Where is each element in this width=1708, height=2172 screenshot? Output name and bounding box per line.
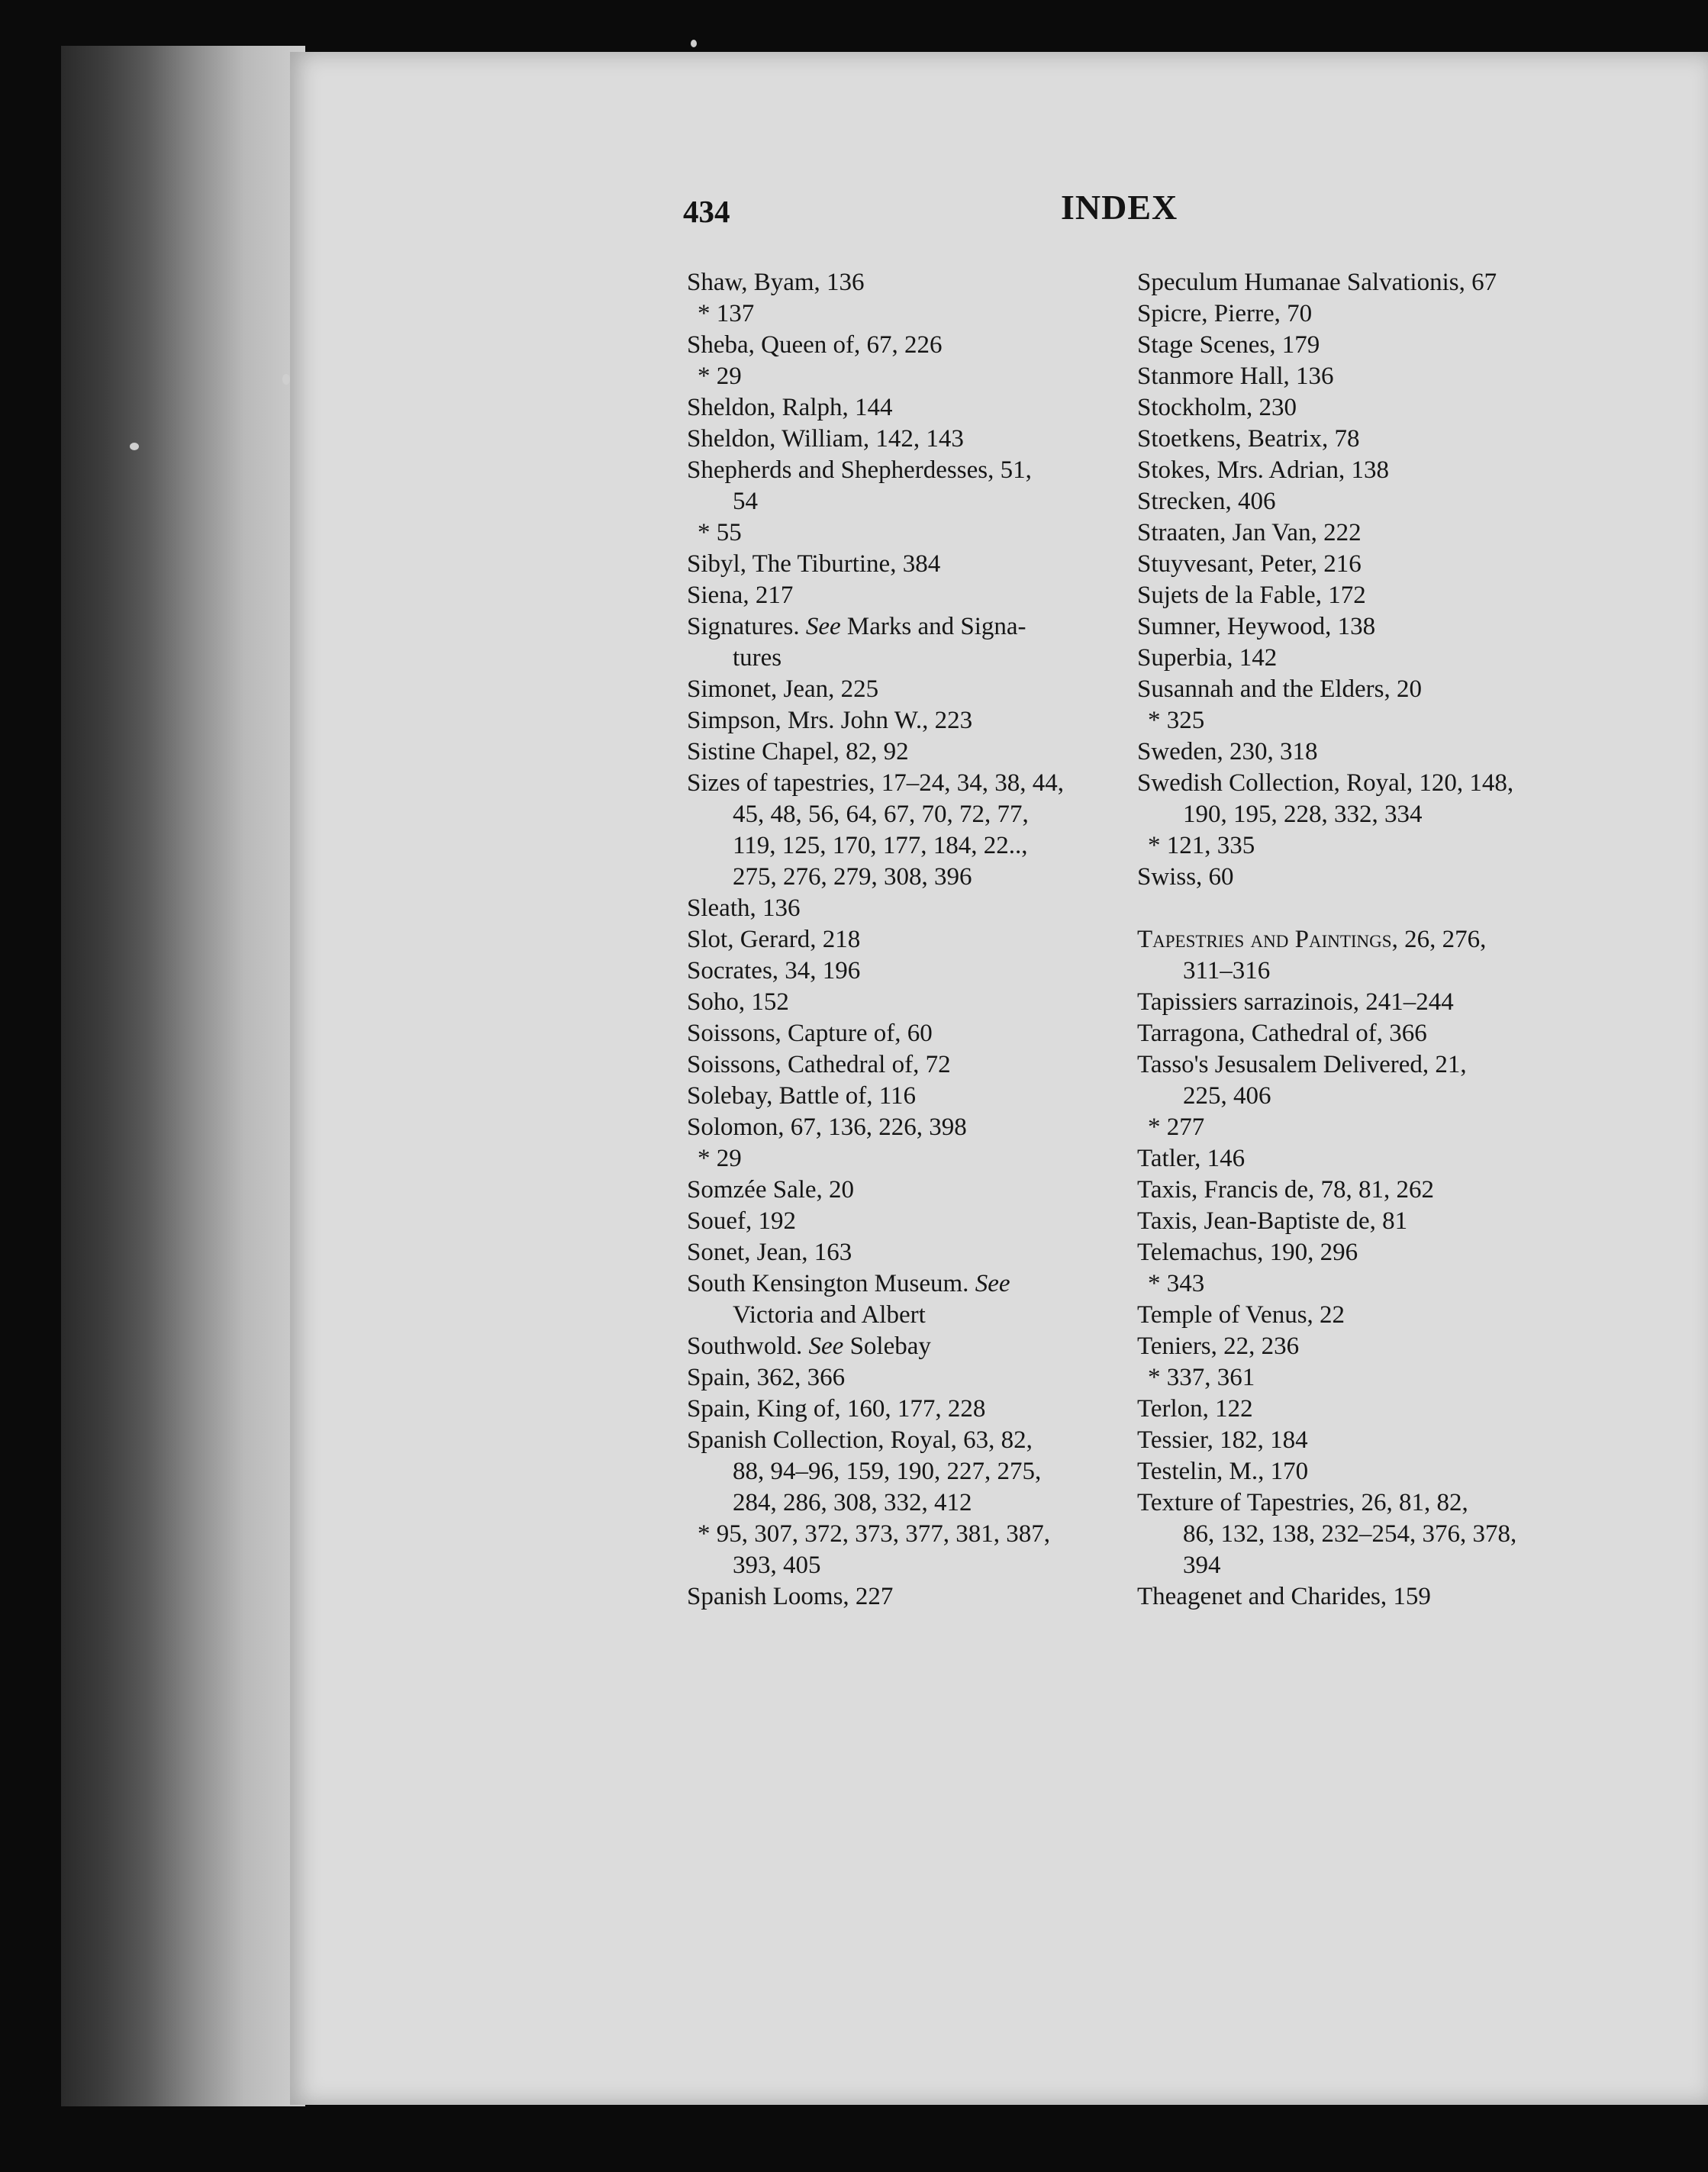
index-entry-text: Telemachus, 190, 296 xyxy=(1137,1239,1358,1266)
scan-speck xyxy=(282,374,290,385)
index-entry xyxy=(687,705,1114,736)
index-entry-text: * 29 xyxy=(698,363,742,390)
index-entry-text: Stokes, Mrs. Adrian, 138 xyxy=(1137,456,1389,484)
index-entry-text: 88, 94–96, 159, 190, 227, 275, xyxy=(733,1458,1042,1485)
index-subentry xyxy=(1137,1268,1565,1300)
index-column-right xyxy=(1137,267,1565,1613)
page-number: 434 xyxy=(683,194,730,229)
index-entry-continuation xyxy=(687,643,1114,674)
index-entry-text: 393, 405 xyxy=(733,1552,821,1579)
index-entry xyxy=(1137,424,1565,455)
index-entry-text: * 95, 307, 372, 373, 377, 381, 387, xyxy=(698,1520,1050,1548)
index-entry-text: Superbia, 142 xyxy=(1137,644,1278,672)
index-subentry xyxy=(687,1519,1114,1550)
index-entry xyxy=(1137,1237,1565,1268)
index-subentry xyxy=(1137,1112,1565,1143)
index-entry-text: Susannah and the Elders, 20 xyxy=(1137,675,1423,703)
index-entry-text: Siena, 217 xyxy=(687,582,794,609)
index-entry xyxy=(687,1362,1114,1394)
index-subentry xyxy=(1137,705,1565,736)
index-subentry xyxy=(687,1143,1114,1175)
index-entry-continuation xyxy=(687,1550,1114,1581)
index-entry-continuation xyxy=(1137,799,1565,830)
index-entry-text: Shaw, Byam, 136 xyxy=(687,269,865,296)
index-entry-text: Spanish Looms, 227 xyxy=(687,1583,894,1610)
index-entry-text: Sizes of tapestries, 17–24, 34, 38, 44, xyxy=(687,769,1065,797)
index-entry-text: Taxis, Francis de, 78, 81, 262 xyxy=(1137,1176,1435,1204)
index-entry-text: * 277 xyxy=(1148,1113,1205,1141)
index-entry-continuation xyxy=(1137,1519,1565,1550)
see-reference: See xyxy=(808,1333,844,1360)
index-entry-continuation xyxy=(1137,1081,1565,1112)
index-entry-text: Sumner, Heywood, 138 xyxy=(1137,613,1376,640)
index-entry xyxy=(687,987,1114,1018)
index-entry xyxy=(1137,1300,1565,1331)
index-column-left xyxy=(687,267,1114,1613)
index-entry-text: Signatures. xyxy=(687,613,800,640)
index-entry-continuation xyxy=(687,799,1114,830)
index-subentry xyxy=(1137,1362,1565,1394)
index-entry-continuation xyxy=(687,1300,1114,1331)
index-entry xyxy=(687,674,1114,705)
page-title: INDEX xyxy=(1061,188,1178,227)
index-entry-text: Testelin, M., 170 xyxy=(1137,1458,1309,1485)
index-entry-text: Sleath, 136 xyxy=(687,894,801,922)
index-entry xyxy=(687,424,1114,455)
index-entry xyxy=(1137,1581,1565,1613)
index-entry-text: , 26, 276, xyxy=(1391,926,1487,953)
index-entry xyxy=(687,1237,1114,1268)
see-reference: See xyxy=(805,613,841,640)
index-entry-text: Somzée Sale, 20 xyxy=(687,1176,855,1204)
index-entry-text: 54 xyxy=(733,488,758,515)
index-entry xyxy=(687,549,1114,580)
index-entry-text: Spain, 362, 366 xyxy=(687,1364,846,1391)
index-entry xyxy=(687,392,1114,424)
index-entry xyxy=(1137,1425,1565,1456)
see-reference: See xyxy=(975,1270,1010,1297)
index-entry-text: 45, 48, 56, 64, 67, 70, 72, 77, xyxy=(733,801,1029,828)
index-entry xyxy=(1137,643,1565,674)
index-entry xyxy=(687,955,1114,987)
index-entry-continuation xyxy=(687,830,1114,862)
index-entry xyxy=(687,1018,1114,1049)
index-entry-continuation xyxy=(687,862,1114,893)
index-entry-text: Solomon, 67, 136, 226, 398 xyxy=(687,1113,967,1141)
index-entry xyxy=(1137,1487,1565,1519)
index-entry-text: Soho, 152 xyxy=(687,988,789,1016)
index-entry-continuation xyxy=(687,486,1114,517)
index-entry xyxy=(1137,517,1565,549)
index-entry-text: Stanmore Hall, 136 xyxy=(1137,363,1334,390)
index-entry-continuation xyxy=(1137,955,1565,987)
index-entry-text: Temple of Venus, 22 xyxy=(1137,1301,1345,1329)
index-entry-text: * 343 xyxy=(1148,1270,1205,1297)
index-entry-text: 119, 125, 170, 177, 184, 22.., xyxy=(733,832,1028,859)
index-entry-text: Solebay, Battle of, 116 xyxy=(687,1082,916,1110)
index-entry-text: Strecken, 406 xyxy=(1137,488,1276,515)
index-entry-continuation xyxy=(1137,1550,1565,1581)
index-entry xyxy=(1137,549,1565,580)
index-entry xyxy=(1137,361,1565,392)
index-entry xyxy=(1137,455,1565,486)
index-entry xyxy=(687,1581,1114,1613)
index-entry-text: 394 xyxy=(1183,1552,1221,1579)
scan-speck xyxy=(130,443,139,450)
index-section-gap xyxy=(1137,893,1565,924)
index-entry xyxy=(687,330,1114,361)
index-entry-text: Sonet, Jean, 163 xyxy=(687,1239,852,1266)
index-heading-smallcaps: Tapestries and Paintings xyxy=(1137,926,1392,953)
index-entry-text: Slot, Gerard, 218 xyxy=(687,926,861,953)
index-entry xyxy=(1137,1206,1565,1237)
index-entry-text: Tessier, 182, 184 xyxy=(1137,1426,1308,1454)
index-entry xyxy=(687,1049,1114,1081)
index-entry xyxy=(687,924,1114,955)
index-entry-text: Swiss, 60 xyxy=(1137,863,1234,891)
index-entry xyxy=(687,1112,1114,1143)
index-list-right xyxy=(1137,267,1565,1613)
index-entry-text: 311–316 xyxy=(1183,957,1271,984)
index-entry-text: Stockholm, 230 xyxy=(1137,394,1297,421)
index-entry xyxy=(687,455,1114,486)
index-entry-text: * 55 xyxy=(698,519,742,546)
index-entry-text: Shepherds and Shepherdesses, 51, xyxy=(687,456,1032,484)
index-entry xyxy=(1137,1331,1565,1362)
index-entry xyxy=(1137,611,1565,643)
index-entry-text: Sibyl, The Tiburtine, 384 xyxy=(687,550,941,578)
index-entry-text: Sujets de la Fable, 172 xyxy=(1137,582,1366,609)
page-header xyxy=(683,187,1568,233)
index-entry xyxy=(687,1394,1114,1425)
index-entry xyxy=(687,1206,1114,1237)
index-entry xyxy=(1137,987,1565,1018)
index-entry-text: * 121, 335 xyxy=(1148,832,1255,859)
index-entry xyxy=(687,1268,1114,1300)
index-entry-text: * 337, 361 xyxy=(1148,1364,1255,1391)
index-entry xyxy=(687,1175,1114,1206)
index-entry xyxy=(1137,1456,1565,1487)
index-entry-text: Teniers, 22, 236 xyxy=(1137,1333,1300,1360)
index-entry-text: Socrates, 34, 196 xyxy=(687,957,861,984)
index-entry-text: Spanish Collection, Royal, 63, 82, xyxy=(687,1426,1033,1454)
index-entry xyxy=(1137,298,1565,330)
index-entry xyxy=(1137,924,1565,955)
index-entry xyxy=(1137,736,1565,768)
index-entry xyxy=(1137,862,1565,893)
index-entry xyxy=(1137,674,1565,705)
index-entry xyxy=(687,1425,1114,1456)
index-entry-text: Theagenet and Charides, 159 xyxy=(1137,1583,1431,1610)
index-subentry xyxy=(687,298,1114,330)
scan-speck xyxy=(691,40,697,47)
index-entry-text: Taxis, Jean-Baptiste de, 81 xyxy=(1137,1207,1408,1235)
see-target: Solebay xyxy=(843,1333,931,1360)
index-entry xyxy=(1137,1175,1565,1206)
index-entry xyxy=(1137,580,1565,611)
index-entry-text: Sistine Chapel, 82, 92 xyxy=(687,738,909,765)
index-entry xyxy=(1137,486,1565,517)
index-entry xyxy=(1137,1049,1565,1081)
index-entry xyxy=(687,267,1114,298)
index-entry-text: Tasso's Jesusalem Delivered, 21, xyxy=(1137,1051,1467,1078)
index-subentry xyxy=(687,517,1114,549)
index-entry-text: South Kensington Museum. xyxy=(687,1270,969,1297)
see-target: Marks and Signa- xyxy=(840,613,1026,640)
index-entry-text: Stoetkens, Beatrix, 78 xyxy=(1137,425,1360,453)
index-entry xyxy=(687,893,1114,924)
index-entry-text: Southwold. xyxy=(687,1333,803,1360)
index-entry-text: Victoria and Albert xyxy=(733,1301,926,1329)
index-entry-text: Sheldon, William, 142, 143 xyxy=(687,425,964,453)
index-entry-text: Stuyvesant, Peter, 216 xyxy=(1137,550,1362,578)
index-entry-text: Tatler, 146 xyxy=(1137,1145,1246,1172)
index-entry xyxy=(687,611,1114,643)
index-entry-continuation xyxy=(687,1456,1114,1487)
index-entry-continuation xyxy=(687,1487,1114,1519)
index-entry xyxy=(1137,1394,1565,1425)
index-entry-text: Simonet, Jean, 225 xyxy=(687,675,879,703)
index-entry-text: Soissons, Capture of, 60 xyxy=(687,1020,933,1047)
index-entry-text: Sweden, 230, 318 xyxy=(1137,738,1318,765)
index-entry-text: Tarragona, Cathedral of, 366 xyxy=(1137,1020,1427,1047)
index-entry-text: Terlon, 122 xyxy=(1137,1395,1253,1423)
index-entry xyxy=(687,580,1114,611)
index-entry-text: * 325 xyxy=(1148,707,1205,734)
index-entry-text: * 29 xyxy=(698,1145,742,1172)
index-entry xyxy=(1137,392,1565,424)
index-entry-text: Sheba, Queen of, 67, 226 xyxy=(687,331,943,359)
index-entry-text: 190, 195, 228, 332, 334 xyxy=(1183,801,1423,828)
index-entry-text: Soissons, Cathedral of, 72 xyxy=(687,1051,951,1078)
index-entry-text: Spain, King of, 160, 177, 228 xyxy=(687,1395,986,1423)
index-entry xyxy=(687,768,1114,799)
index-entry-text: Speculum Humanae Salvationis, 67 xyxy=(1137,269,1497,296)
index-entry xyxy=(1137,267,1565,298)
index-entry xyxy=(1137,330,1565,361)
index-entry-text: tures xyxy=(733,644,782,672)
index-subentry xyxy=(1137,830,1565,862)
index-entry-text: Texture of Tapestries, 26, 81, 82, xyxy=(1137,1489,1468,1516)
index-entry xyxy=(1137,1018,1565,1049)
index-entry-text: Sheldon, Ralph, 144 xyxy=(687,394,893,421)
index-entry-text: Spicre, Pierre, 70 xyxy=(1137,300,1313,327)
index-list-left xyxy=(687,267,1114,1613)
index-entry-text: Straaten, Jan Van, 222 xyxy=(1137,519,1362,546)
index-entry-text: * 137 xyxy=(698,300,755,327)
index-entry-text: Stage Scenes, 179 xyxy=(1137,331,1320,359)
index-entry-text: 86, 132, 138, 232–254, 376, 378, xyxy=(1183,1520,1517,1548)
index-entry-text: 225, 406 xyxy=(1183,1082,1271,1110)
book-spine-edge xyxy=(61,46,305,2106)
index-subentry xyxy=(687,361,1114,392)
index-entry-text: Simpson, Mrs. John W., 223 xyxy=(687,707,973,734)
index-entry-text: Swedish Collection, Royal, 120, 148, xyxy=(1137,769,1514,797)
index-entry xyxy=(687,1081,1114,1112)
index-entry xyxy=(687,1331,1114,1362)
index-entry-text: Tapissiers sarrazinois, 241–244 xyxy=(1137,988,1454,1016)
index-entry-text: 275, 276, 279, 308, 396 xyxy=(733,863,972,891)
index-entry xyxy=(1137,1143,1565,1175)
index-entry xyxy=(687,736,1114,768)
index-entry-text: 284, 286, 308, 332, 412 xyxy=(733,1489,972,1516)
index-entry xyxy=(1137,768,1565,799)
index-entry-text: Souef, 192 xyxy=(687,1207,796,1235)
